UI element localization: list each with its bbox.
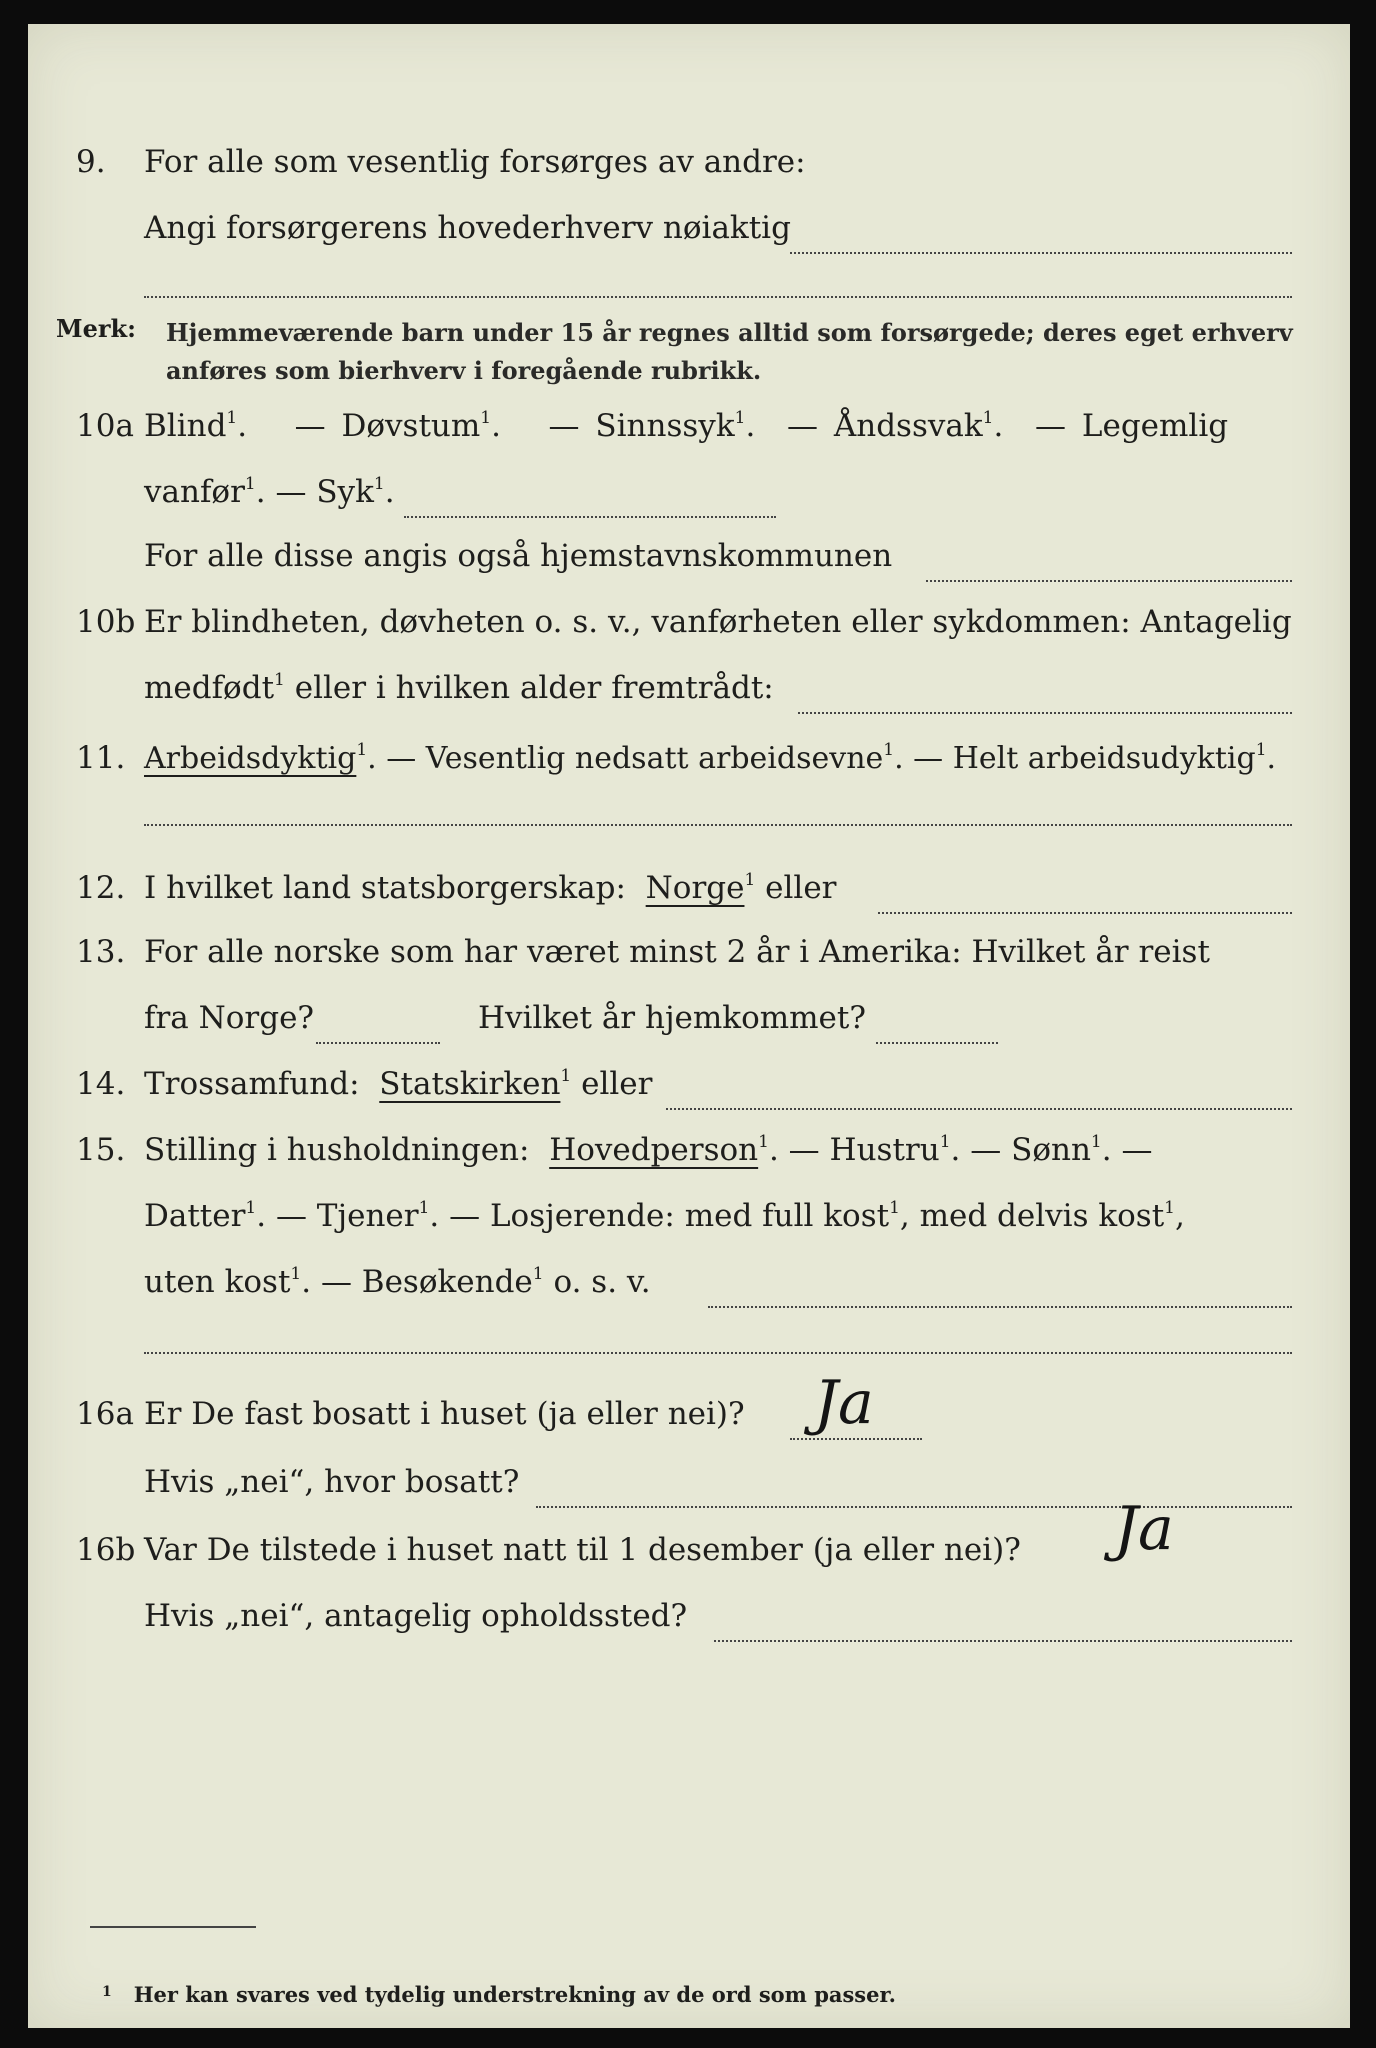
q16b-row2 — [28, 1590, 1350, 1650]
q15-row2 — [28, 1190, 1350, 1250]
q15-options-3: uten kost$^1$. — Besøkende$^1$ o. s. v. — [144, 1264, 651, 1300]
q14-row — [28, 1058, 1350, 1118]
merk-text — [166, 314, 1293, 390]
q16b-stay-label: Hvis „nei“, antagelig opholdssted? — [144, 1598, 688, 1634]
q13-return-year-line[interactable] — [876, 1042, 998, 1044]
q12-row — [28, 862, 1350, 922]
q10b-row1 — [28, 596, 1350, 656]
q12-number: 12. — [76, 870, 126, 906]
q16a-answer-line[interactable] — [790, 1438, 922, 1440]
q10b-answer-line[interactable] — [798, 712, 1292, 714]
footnote-text: Her kan svares ved tydelig understrekning av de ord som passer. — [133, 1982, 896, 2007]
q16b-handwritten-answer: Ja — [1114, 1494, 1174, 1564]
q13-row2 — [28, 992, 1350, 1052]
q13-text: For alle norske som har været minst 2 år i Amerika: Hvilket år reist — [144, 934, 1210, 970]
q16b-number: 16b — [76, 1532, 136, 1568]
q15-answer-line[interactable] — [708, 1306, 1292, 1308]
q16a-number: 16a — [76, 1396, 134, 1432]
q15-row3 — [28, 1256, 1350, 1316]
q13-left-label: fra Norge? — [144, 1000, 315, 1036]
q12-text: I hvilket land statsborgerskap: Norge$^1$ eller — [144, 870, 837, 906]
q10a-row2 — [28, 466, 1350, 526]
q14-text: Trossamfund: Statskirken$^1$ eller — [144, 1066, 653, 1102]
q10a-home-municipality-label: For alle disse angis også hjemstavnskommunen — [144, 538, 893, 574]
q15-options: Stilling i husholdningen: Hovedperson$^1$. — Hustru$^1$. — Sønn$^1$. — — [144, 1132, 1153, 1168]
q13-departure-year-line[interactable] — [316, 1042, 440, 1044]
q11-row — [28, 732, 1350, 792]
q10b-row2 — [28, 662, 1350, 722]
q15-number: 15. — [76, 1132, 126, 1168]
q14-selected-option[interactable]: Statskirken — [379, 1066, 561, 1102]
q15-options-2: Datter$^1$. — Tjener$^1$. — Losjerende: med full kost$^1$, med delvis kost$^1$, — [144, 1198, 1185, 1234]
q9-answer-line[interactable] — [790, 252, 1292, 254]
q16a-row1 — [28, 1388, 1350, 1448]
q16b-stay-line[interactable] — [714, 1640, 1292, 1642]
q10b-text-2: medfødt$^1$ eller i hvilken alder fremtrådt: — [144, 670, 774, 706]
q10a-number: 10a — [76, 408, 134, 444]
q12-selected-option[interactable]: Norge — [645, 870, 745, 906]
footnote: $^1$ Her kan svares ved tydelig understrekning av de ord som passer. — [102, 1982, 896, 2007]
q11-answer-line[interactable] — [144, 824, 1292, 826]
q16a-handwritten-answer: Ja — [814, 1368, 874, 1438]
q15-answer-line-2[interactable] — [144, 1352, 1292, 1354]
q10a-options: Blind$^1$. — Døvstum$^1$. — Sinnssyk$^1$. — Åndssvak$^1$. — Legemlig — [144, 408, 1229, 444]
q16a-where-line[interactable] — [536, 1506, 1292, 1508]
footnote-rule — [90, 1926, 256, 1928]
q14-answer-line[interactable] — [666, 1108, 1292, 1110]
q16a-where-label: Hvis „nei“, hvor bosatt? — [144, 1464, 520, 1500]
q16a-text: Er De fast bosatt i huset (ja eller nei)? — [144, 1396, 745, 1432]
q13-row1 — [28, 926, 1350, 986]
census-form-page — [28, 24, 1350, 2028]
q10a-options-2: vanfør$^1$. — Syk$^1$. — [144, 474, 395, 510]
q11-number: 11. — [76, 740, 126, 776]
q10b-number: 10b — [76, 604, 136, 640]
merk-note — [28, 314, 1350, 394]
q16b-text: Var De tilstede i huset natt til 1 desember (ja eller nei)? — [144, 1532, 1021, 1568]
q13-number: 13. — [76, 934, 126, 970]
q10a-municipality-line[interactable] — [926, 580, 1292, 582]
q13-return-label: Hvilket år hjemkommet? — [478, 1000, 866, 1036]
q10a-answer-line[interactable] — [404, 516, 776, 518]
merk-line1: Hjemmeværende barn under 15 år regnes alltid som forsørgede; deres eget erhverv — [166, 318, 1293, 347]
q9-row2 — [28, 202, 1350, 262]
q15-selected-option[interactable]: Hovedperson — [549, 1132, 759, 1168]
q10a-row3 — [28, 530, 1350, 590]
q9-answer-line-2[interactable] — [144, 296, 1292, 298]
merk-label: Merk: — [56, 314, 136, 343]
q9-number: 9. — [76, 144, 106, 180]
q9-text: For alle som vesentlig forsørges av andre: — [144, 144, 806, 180]
q9-row1 — [28, 136, 1350, 196]
q14-number: 14. — [76, 1066, 126, 1102]
q11-selected-option[interactable]: Arbeidsdyktig — [144, 741, 357, 776]
q10a-row1 — [28, 400, 1350, 460]
q15-row1 — [28, 1124, 1350, 1184]
q9-occupation-label: Angi forsørgerens hovederhverv nøiaktig — [144, 210, 791, 246]
merk-line2: anføres som bierhverv i foregående rubrikk. — [166, 356, 762, 385]
q11-options: Arbeidsdyktig$^1$. — Vesentlig nedsatt arbeidsevne$^1$. — Helt arbeidsudyktig$^1$. — [144, 740, 1277, 776]
q12-answer-line[interactable] — [878, 912, 1292, 914]
q10b-text: Er blindheten, døvheten o. s. v., vanførheten eller sykdommen: Antagelig — [144, 604, 1292, 640]
